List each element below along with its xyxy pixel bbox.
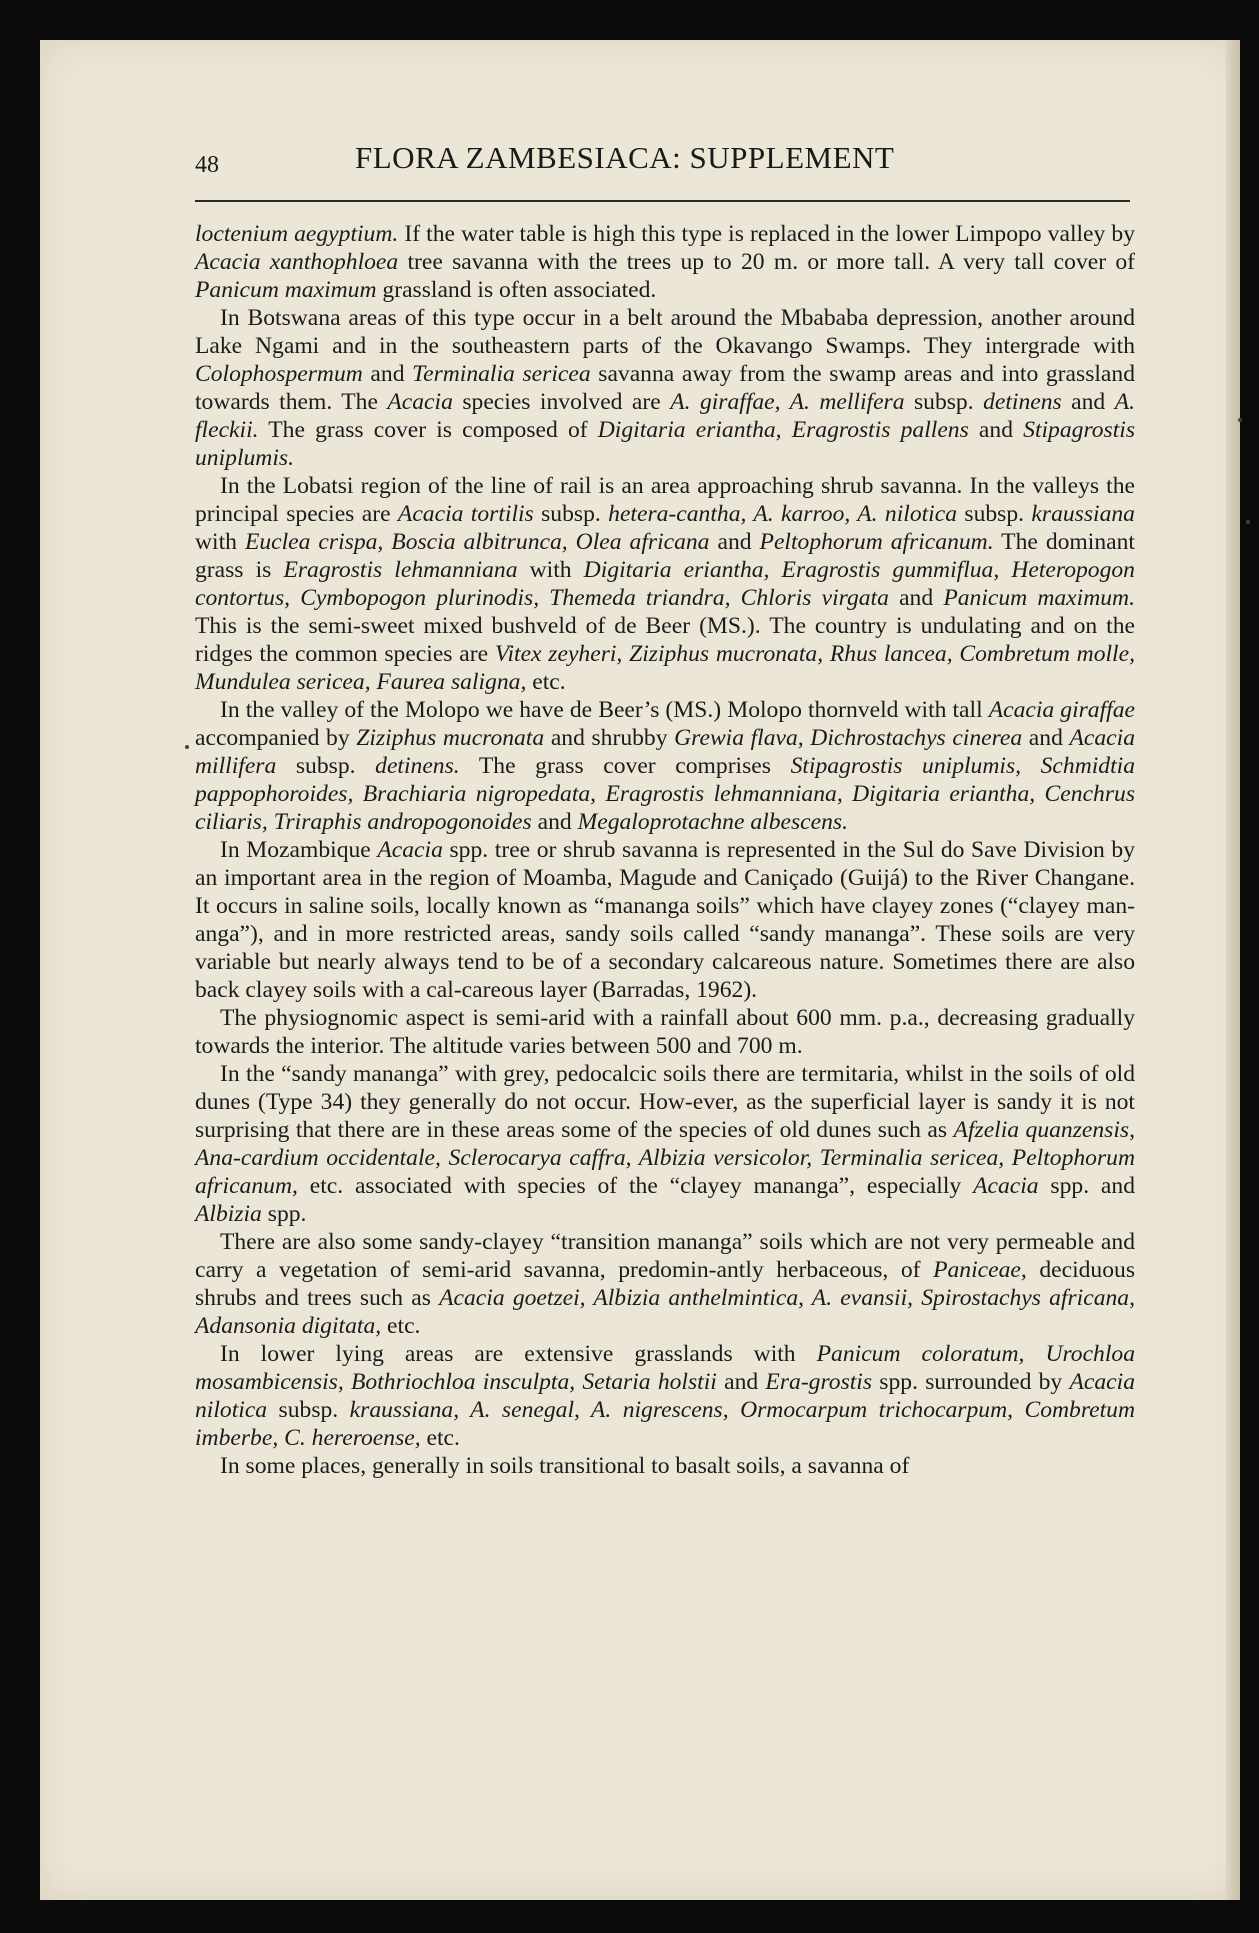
text-run: and <box>531 809 578 835</box>
text-run: species involved are <box>452 389 671 415</box>
text-run: and <box>709 529 760 555</box>
italic-text: Megaloprotachne albescens. <box>577 809 848 835</box>
text-run: etc. associated with species of the “clayey mananga”, especially <box>297 1173 974 1199</box>
italic-text: detinens. <box>375 753 460 779</box>
page-number: 48 <box>195 152 219 178</box>
italic-text: Era-grostis <box>765 1369 873 1395</box>
text-run: tree savanna with the trees up to 20 m. or more tall. A very tall cover of <box>398 249 1135 275</box>
running-title: FLORA ZAMBESIACA: SUPPLEMENT <box>355 140 895 175</box>
text-run: with <box>517 557 584 583</box>
italic-text: hetera-cantha, A. karroo, A. nilotica <box>608 501 958 527</box>
text-run: grassland is often associated. <box>376 277 657 303</box>
italic-text: Albizia <box>195 1201 262 1227</box>
text-run: In some places, generally in soils transitional to basalt soils, a savanna of <box>220 1453 910 1479</box>
italic-text: Acacia nilotica <box>195 1369 1135 1423</box>
text-run: accompanied by <box>195 725 357 751</box>
italic-text: Ziziphus mucronata <box>356 725 545 751</box>
italic-text: Acacia <box>973 1173 1039 1199</box>
text-run: etc. <box>381 1313 421 1339</box>
paragraph <box>195 472 1135 696</box>
paragraph <box>195 1004 1135 1060</box>
text-run: and <box>1022 725 1070 751</box>
italic-text: Acacia <box>377 837 443 863</box>
header-rule <box>195 200 1130 202</box>
page-header <box>195 140 1130 190</box>
text-run: and <box>968 417 1024 443</box>
text-run: spp. surrounded by <box>872 1369 1070 1395</box>
page-edge <box>1226 40 1240 1900</box>
italic-text: Acacia tortilis <box>397 501 534 527</box>
italic-text: Panicum maximum <box>195 277 377 303</box>
text-run: subsp. <box>533 501 609 527</box>
italic-text: Acacia goetzei, Albizia anthelmintica, A. evansii, Spirostachys africana, Adansonia digitata, <box>195 1285 1135 1339</box>
text-run: spp. <box>261 1201 307 1227</box>
paragraph <box>195 836 1135 1004</box>
italic-text: Afzelia quanzensis, Ana-cardium occidentale, Sclerocarya caffra, Albizia versicolor, Terminalia sericea, Peltophorum africanum, <box>195 1117 1135 1199</box>
text-run: etc. <box>420 1425 460 1451</box>
italic-text: Grewia flava, Dichrostachys cinerea <box>674 725 1023 751</box>
paragraph <box>195 1060 1135 1228</box>
italic-text: Peltophorum africanum. <box>759 529 994 555</box>
text-run: savanna away from the swamp areas and into grassland towards them. The <box>195 361 1135 415</box>
italic-text: Terminalia sericea <box>412 361 591 387</box>
italic-text: A. fleckii. <box>195 389 1135 443</box>
text-run: In the Lobatsi region of the line of rail is an area approaching shrub savanna. In the valleys the principal species are <box>195 473 1135 527</box>
text-run: subsp. <box>904 389 984 415</box>
text-run: and shrubby <box>544 725 675 751</box>
italic-text: A. giraffae, A. mellifera <box>670 389 905 415</box>
page-speck <box>1246 520 1250 524</box>
italic-text: loctenium aegyptium. <box>195 221 399 247</box>
text-run: The grass cover comprises <box>459 753 791 779</box>
text-run: subsp. <box>276 753 376 779</box>
paragraph <box>195 1452 1135 1480</box>
page-speck <box>185 745 189 749</box>
text-run: and <box>888 585 944 611</box>
text-run: and <box>716 1369 766 1395</box>
paragraph <box>195 220 1135 304</box>
italic-text: Digitaria eriantha, Eragrostis pallens <box>597 417 969 443</box>
text-run: deciduous shrubs and trees such as <box>195 1257 1135 1311</box>
paragraph <box>195 1340 1135 1452</box>
text-run: In Botswana areas of this type occur in a belt around the Mbababa depression, another around Lake Ngami and in the southeastern parts of the Okavango Swamps. They intergrade with <box>195 305 1135 359</box>
text-run: and <box>1061 389 1115 415</box>
italic-text: Acacia giraffae <box>988 697 1135 723</box>
italic-text: Vitex zeyheri, Ziziphus mucronata, Rhus lancea, Combretum molle, Mundulea sericea, Faurea saligna, <box>195 641 1135 695</box>
italic-text: kraussiana <box>1031 501 1135 527</box>
text-run: subsp. <box>957 501 1032 527</box>
italic-text: Panicum maximum. <box>943 585 1135 611</box>
italic-text: Acacia millifera <box>195 725 1135 779</box>
text-run: In the “sandy mananga” with grey, pedocalcic soils there are termitaria, whilst in the soils of old dunes (Type 34) they generally do not occur. How-ever, as the superficial layer is sandy it is not surprising that there are in these areas some of the species of old dunes such as <box>195 1061 1135 1143</box>
page-speck <box>1238 418 1242 422</box>
text-run: In lower lying areas are extensive grasslands with <box>220 1341 817 1367</box>
text-run: etc. <box>526 669 566 695</box>
text-run: If the water table is high this type is replaced in the lower Limpopo valley by <box>398 221 1135 247</box>
italic-text: Acacia <box>387 389 453 415</box>
text-run: In Mozambique <box>220 837 378 863</box>
italic-text: Paniceae, <box>933 1257 1027 1283</box>
text-run: There are also some sandy-clayey “transition mananga” soils which are not very permeable and carry a vegetation of semi-arid savanna, predomin-antly herbaceous, of <box>195 1229 1135 1283</box>
text-run: spp. tree or shrub savanna is represented in the Sul do Save Division by an important area in the region of Moamba, Magude and Caniçado (Guijá) to the River Changane. It occurs in saline soils, locally known as “mananga soils” which have clayey zones (“clayey man-anga”), and in more restricted areas, sandy soils called “sandy mananga”. These soils are very variable but nearly always tend to be of a secondary calcareous nature. Sometimes there are also back clayey soils with a cal-careous layer (Barradas, 1962). <box>195 837 1135 1003</box>
text-run: spp. and <box>1038 1173 1135 1199</box>
italic-text: Stipagrostis uniplumis, Schmidtia pappophoroides, Brachiaria nigropedata, Eragrostis lehmanniana, Digitaria eriantha, Cenchrus ciliaris, Triraphis andropogonoides <box>195 753 1135 835</box>
paragraph <box>195 696 1135 836</box>
italic-text: detinens <box>983 389 1062 415</box>
italic-text: Stipagrostis uniplumis. <box>195 417 1136 471</box>
italic-text: Eragrostis lehmanniana <box>283 557 518 583</box>
paragraph <box>195 304 1135 472</box>
italic-text: Digitaria eriantha, Eragrostis gummiflua, Heteropogon contortus, Cymbopogon plurinodis, Themeda triandra, Chloris virgata <box>195 557 1135 611</box>
text-run: The physiognomic aspect is semi-arid with a rainfall about 600 mm. p.a., decreasing gradually towards the interior. The altitude varies between 500 and 700 m. <box>195 1005 1135 1059</box>
text-run: In the valley of the Molopo we have de Beer’s (MS.) Molopo thornveld with tall <box>220 697 989 723</box>
italic-text: Acacia xanthophloea <box>195 249 399 275</box>
text-run: The dominant grass is <box>195 529 1135 583</box>
text-run: with <box>195 529 245 555</box>
paragraph <box>195 1228 1135 1340</box>
italic-text: Colophospermum <box>195 361 363 387</box>
italic-text: Euclea crispa, Boscia albitrunca, Olea africana <box>244 529 710 555</box>
text-run: subsp. <box>267 1397 350 1423</box>
italic-text: kraussiana, A. senegal, A. nigrescens, Ormocarpum trichocarpum, Combretum imberbe, C. hereroense, <box>195 1397 1136 1451</box>
italic-text: Panicum coloratum, Urochloa mosambicensis, Bothriochloa insculpta, Setaria holstii <box>195 1341 1135 1395</box>
body-text <box>195 220 1135 1480</box>
text-run: The grass cover is composed of <box>258 417 598 443</box>
text-run: This is the semi-sweet mixed bushveld of de Beer (MS.). The country is undulating and on the ridges the common species are <box>195 613 1135 667</box>
text-run: and <box>362 361 413 387</box>
